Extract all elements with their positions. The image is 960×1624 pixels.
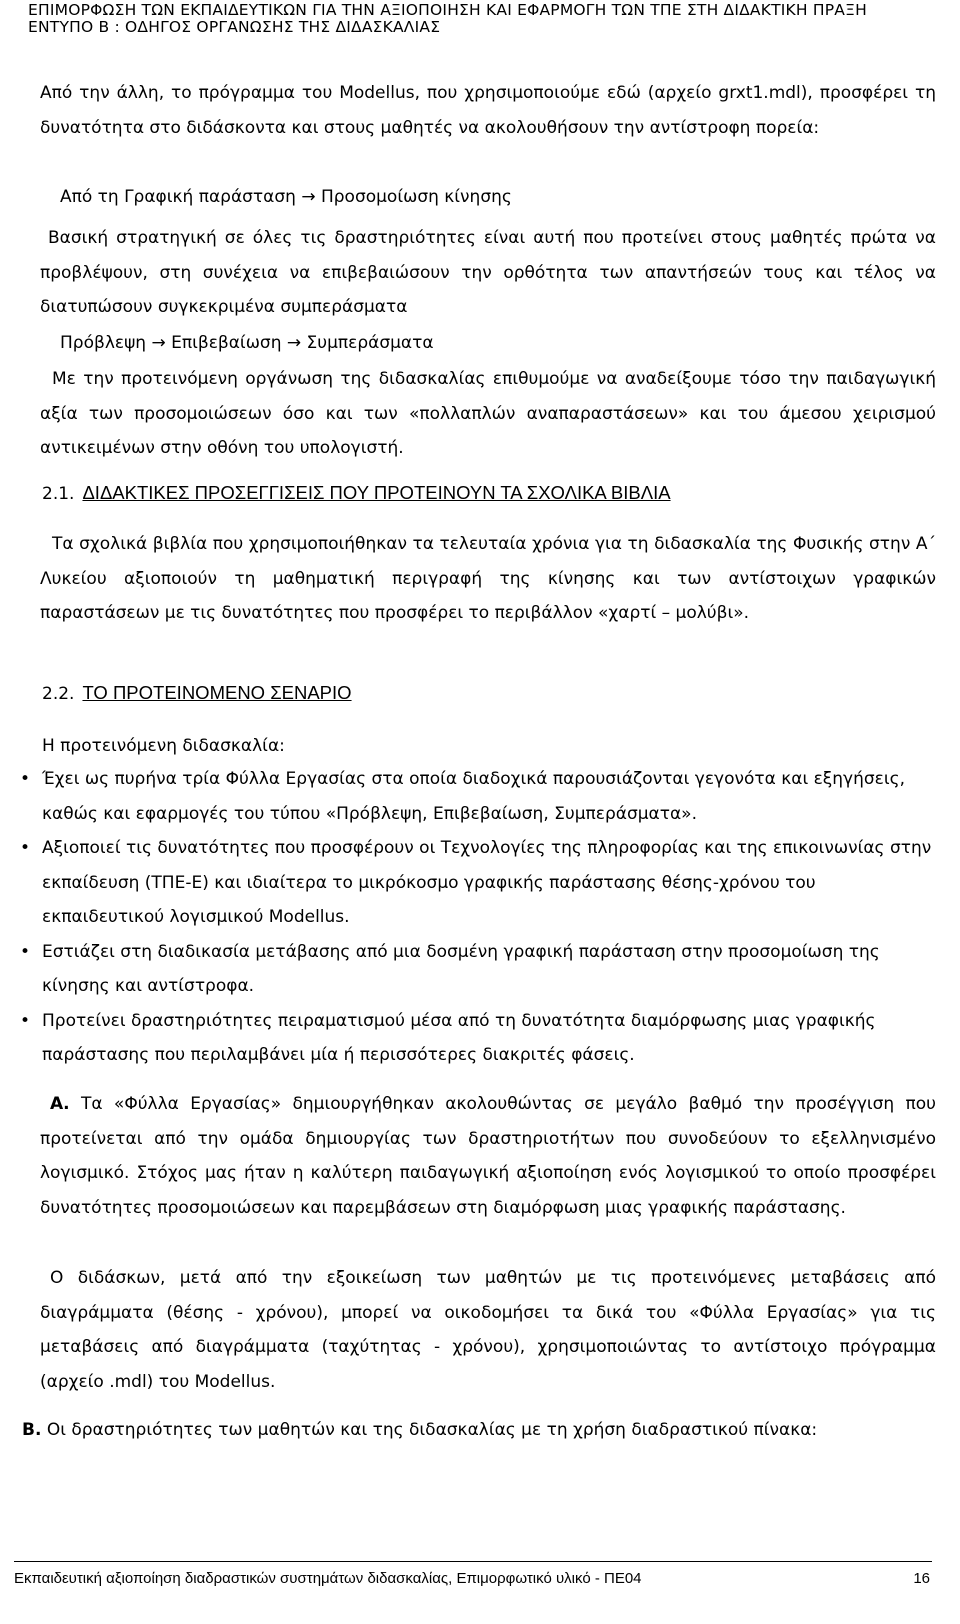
bullet-list xyxy=(20,762,934,1073)
section-2-1-heading xyxy=(42,482,671,504)
section-number: 2.1. xyxy=(42,484,75,504)
section-2-2-lead: Η προτεινόμενη διδασκαλία: xyxy=(42,736,285,756)
item-label-a: Α. xyxy=(50,1094,70,1114)
header-line-1: ΕΠΙΜΟΡΦΩΣΗ ΤΩΝ ΕΚΠΑΙΔΕΥΤΙΚΩΝ ΓΙΑ ΤΗΝ ΑΞΙΟΠΟΙΗΣΗ ΚΑΙ ΕΦΑΡΜΟΓΗ ΤΩΝ ΤΠΕ ΣΤΗ ΔΙΔΑΚΤΙΚΗ ΠΡΑΞΗ xyxy=(28,2,867,19)
list-item: • Προτείνει δραστηριότητες πειραματισμού μέσα από τη δυνατότητα διαμόρφωσης μιας γραφικής παράστασης που περιλαμβάνει μία ή περισσότερες διακριτές φάσεις. xyxy=(42,1004,934,1073)
intro-paragraph-1: Από την άλλη, το πρόγραμμα του Modellus, που χρησιμοποιούμε εδώ (αρχείο grxt1.mdl), προσφέρει τη δυνατότητα στο διδάσκοντα και στους μαθητές να ακολουθήσουν την αντίστροφη πορεία: xyxy=(40,83,936,138)
section-2-1-paragraph: Τα σχολικά βιβλία που χρησιμοποιήθηκαν τα τελευταία χρόνια για τη διδασκαλία της Φυσικής στην Α΄ Λυκείου αξιοποιούν τη μαθηματική περιγραφή της κίνησης και των αντίστοιχων γραφικών παραστάσεων με τις δυνατότητες που προσφέρει το περιβάλλον «χαρτί – μολύβι». xyxy=(40,534,936,623)
section-2-2-heading xyxy=(42,682,352,704)
list-item: • Εστιάζει στη διαδικασία μετάβασης από μια δοσμένη γραφική παράσταση στην προσομοίωση της κίνησης και αντίστροφα. xyxy=(42,935,934,1004)
flow-predict-confirm-conclude: Πρόβλεψη → Επιβεβαίωση → Συμπεράσματα xyxy=(60,333,434,353)
intro-paragraph-2: Βασική στρατηγική σε όλες τις δραστηριότητες είναι αυτή που προτείνει στους μαθητές πρώτα να προβλέψουν, στη συνέχεια να επιβεβαιώσουν την ορθότητα των απαντήσεών τους και τέλος να διατυπώσουν συγκεκριμένα συμπεράσματα xyxy=(40,228,936,317)
section-a-paragraph-1: Α. Τα «Φύλλα Εργασίας» δημιουργήθηκαν ακολουθώντας σε μεγάλο βαθμό την προσέγγιση που προτείνεται από την ομάδα δημιουργίας των δραστηριοτήτων που συνοδεύουν το εξελληνισμένο λογισμικό. Στόχος μας ήταν η καλύτερη παιδαγωγική αξιοποίηση ενός λογισμικού το οποίο προσφέρει δυνατότητες προσομοιώσεων και παρεμβάσεων στη διαμόρφωση μιας γραφικής παράστασης. xyxy=(40,1094,937,1218)
list-item: • Αξιοποιεί τις δυνατότητες που προσφέρουν οι Τεχνολογίες της πληροφορίας και της επικοινωνίας στην εκπαίδευση (ΤΠΕ-Ε) και ιδιαίτερα το μικρόκοσμο γραφικής παράστασης θέσης-χρόνου του εκπαιδευτικού λογισμικού Modellus. xyxy=(42,831,934,935)
section-number: 2.2. xyxy=(42,684,75,704)
list-item: • Έχει ως πυρήνα τρία Φύλλα Εργασίας στα οποία διαδοχικά παρουσιάζονται γεγονότα και εξηγήσεις, καθώς και εφαρμογές του τύπου «Πρόβλεψη, Επιβεβαίωση, Συμπεράσματα». xyxy=(42,762,934,831)
section-title: ΤΟ ΠΡΟΤΕΙΝΟΜΕΝΟ ΣΕΝΑΡΙΟ xyxy=(82,682,352,703)
page-number: 16 xyxy=(913,1570,930,1587)
document-header xyxy=(28,2,938,36)
bullet-icon: • xyxy=(20,838,31,858)
item-label-b: Β. xyxy=(22,1420,42,1440)
bullet-icon: • xyxy=(20,941,31,962)
header-line-2: ΕΝΤΥΠΟ Β : ΟΔΗΓΟΣ ΟΡΓΑΝΩΣΗΣ ΤΗΣ ΔΙΔΑΣΚΑΛΙΑΣ xyxy=(28,19,441,36)
bullet-icon: • xyxy=(20,769,31,789)
intro-paragraph-3: Με την προτεινόμενη οργάνωση της διδασκαλίας επιθυμούμε να αναδείξουμε τόσο την παιδαγωγική αξία των προσομοιώσεων όσο και των «πολλαπλών αναπαραστάσεων» και του άμεσου χειρισμού αντικειμένων στην οθόνη του υπολογιστή. xyxy=(40,369,936,458)
footer-divider xyxy=(14,1561,932,1562)
section-title: ΔΙΔΑΚΤΙΚΕΣ ΠΡΟΣΕΓΓΙΣΕΙΣ ΠΟΥ ΠΡΟΤΕΙΝΟΥΝ ΤΑ ΣΧΟΛΙΚΑ ΒΙΒΛΙΑ xyxy=(82,482,671,503)
section-b-paragraph: Β. Οι δραστηριότητες των μαθητών και της διδασκαλίας με τη χρήση διαδραστικού πίνακα: xyxy=(22,1420,818,1440)
bullet-icon: • xyxy=(20,1010,31,1031)
flow-graph-to-simulation: Από τη Γραφική παράσταση → Προσομοίωση κίνησης xyxy=(60,187,512,207)
footer-text: Εκπαιδευτική αξιοποίηση διαδραστικών συστημάτων διδασκαλίας, Επιμορφωτικό υλικό - ΠΕ04 xyxy=(14,1570,642,1587)
section-a-paragraph-2: Ο διδάσκων, μετά από την εξοικείωση των μαθητών με τις προτεινόμενες μεταβάσεις από διαγράμματα (θέσης - χρόνου), μπορεί να οικοδομήσει τα δικά του «Φύλλα Εργασίας» για τις μεταβάσεις από διαγράμματα (ταχύτητας - χρόνου), χρησιμοποιώντας το αντίστοιχο πρόγραμμα (αρχείο .mdl) του Modellus. xyxy=(40,1268,936,1392)
document-footer xyxy=(14,1570,930,1587)
